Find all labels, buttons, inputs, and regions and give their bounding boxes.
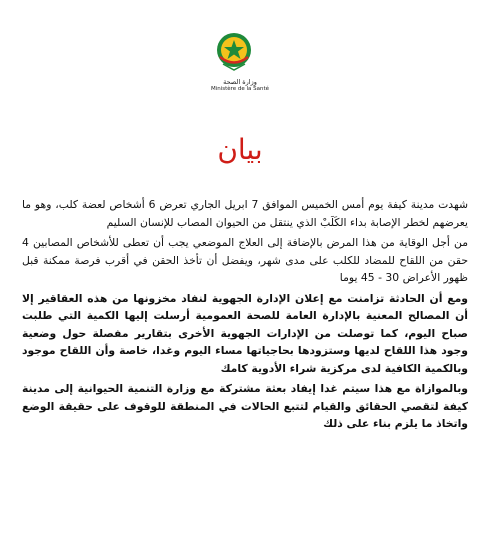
paragraph-incident: شهدت مدينة كيفة يوم أمس الخميس الموافق 7 ابريل الجاري تعرض 6 أشخاص لعضة كلب، وهو ما يعرضهم لخطر الإصابة بداء الكَلَبْ الذي ينتقل من الحيوان المصاب للإنسان السليم [22,198,468,229]
ministry-emblem-icon [214,30,254,76]
letterhead [0,30,480,110]
paragraph-prevention: من أجل الوقاية من هذا المرض بالإضافة إلى العلاج الموضعي يجب أن تعطى للأشخاص المصابين 4 حقن من اللقاح للمضاد للكلب على مدى شهر، ويفضل أن تأخذ الحقن في أقرب فرصة ممكنة قبل ظهور الأعراض 30 - 45 يوما [22,236,468,284]
paragraph-joint-mission: وبالموازاة مع هذا سيتم غدا إيفاد بعثة مشتركة مع وزارة التنمية الحيوانية إلى مدينة كيفة لتقصي الحقائق والقيام لتتبع الحالات في المنطقة للوقوف على حقيقة الوضع واتخاذ ما يلزم بناء على ذلك [22,382,468,430]
ministry-name-arabic: وزارة الصحة [223,78,257,86]
ministry-name-french: Ministère de la Santé [210,86,270,92]
statement-body [22,196,468,436]
paragraph-vaccine-supply: ومع أن الحادثة تزامنت مع إعلان الإدارة الجهوية لنفاد مخزونها من هذه العقاقير إلا أن المصالح المعنية بالإدارة العامة للصحة العمومية أرسلت إليها الكمية التي طلبت صباح اليوم، كما توصلت من الإدارات الجهوية الأخرى بتقارير مفصلة حول وضعية وجود هذا اللقاح لديها وستزودها بحاجياتها مساء اليوم وغدا، خاصة وأن اللقاح موجود وبالكمية الكافية لدى مركزية شراء الأدوية كامك [22,291,468,375]
document-title: بيان [217,133,263,166]
